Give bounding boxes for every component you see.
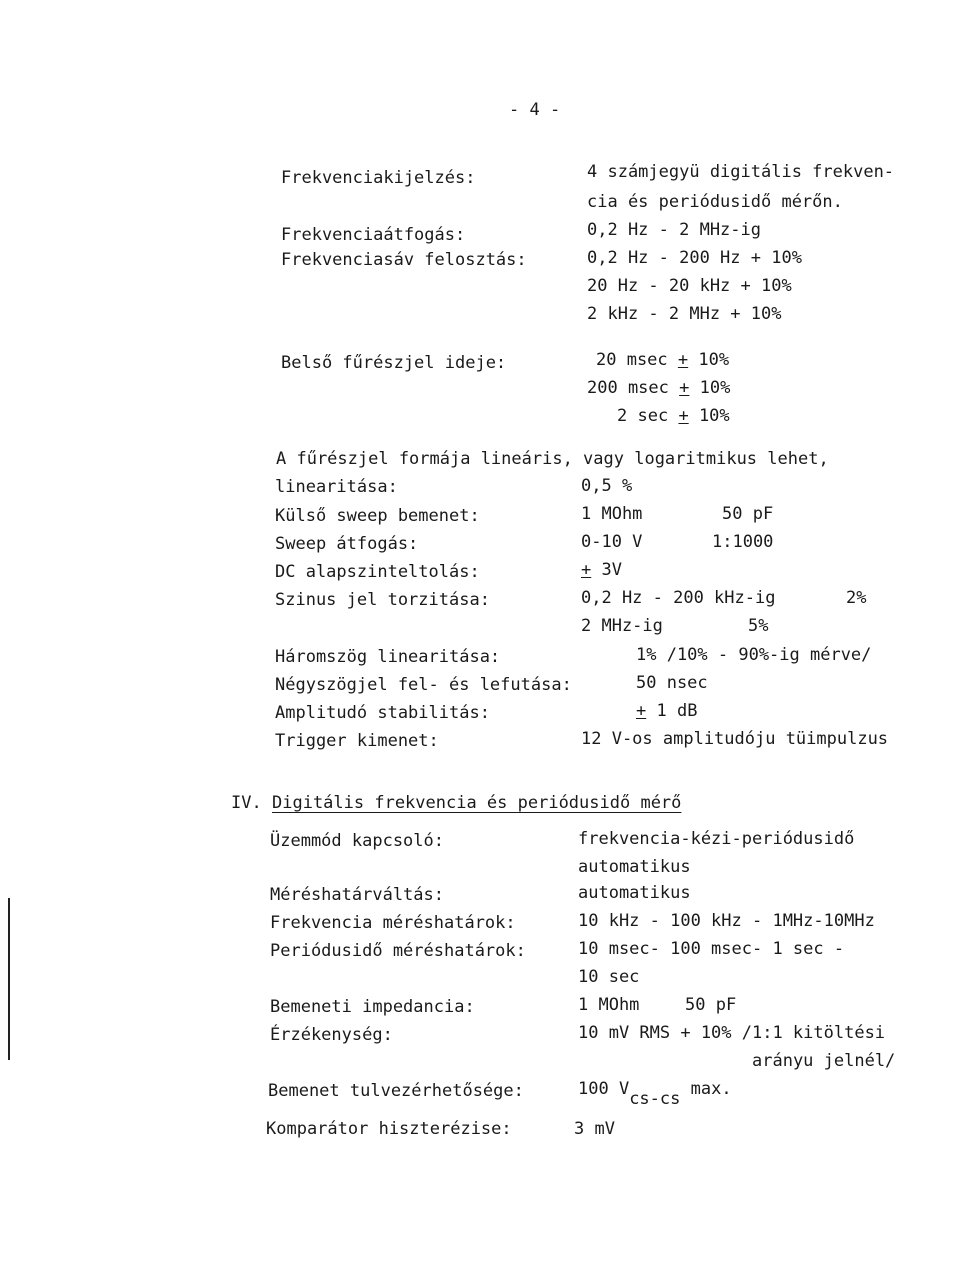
freq-band-value-3: 2 kHz - 2 MHz + 10%: [587, 304, 782, 324]
freq-ranges-value: 10 kHz - 100 kHz - 1MHz-10MHz: [578, 911, 875, 931]
square-rise-fall-value: 50 nsec: [636, 673, 708, 693]
freq-display-label: Frekvenciakijelzés:: [281, 168, 476, 188]
sensitivity-label: Érzékenység:: [270, 1025, 393, 1045]
linearity-value: 0,5 %: [581, 476, 633, 496]
saw-row-1: 20 msec + 10%: [596, 350, 730, 370]
triangle-linearity-value: 1% /10% - 90%-ig mérve/: [636, 645, 872, 665]
freq-band-value-1: 0,2 Hz - 200 Hz + 10%: [587, 248, 802, 268]
dc-offset-label: DC alapszinteltolás:: [275, 562, 480, 582]
mode-switch-value-1: frekvencia-kézi-periódusidő: [578, 829, 855, 849]
freq-range-value: 0,2 Hz - 2 MHz-ig: [587, 220, 761, 240]
period-ranges-value-1: 10 msec- 100 msec- 1 sec -: [578, 939, 845, 959]
square-rise-fall-label: Négyszögjel fel- és lefutása:: [275, 675, 572, 695]
freq-display-value-2: cia és periódusidő mérőn.: [587, 192, 843, 212]
dc-offset-value: + 3V: [581, 560, 622, 580]
ext-sweep-label: Külső sweep bemenet:: [275, 506, 480, 526]
amplitude-stability-label: Amplitudó stabilitás:: [275, 703, 490, 723]
period-ranges-label: Periódusidő méréshatárok:: [270, 941, 526, 961]
saw-row-2: 200 msec + 10%: [587, 378, 731, 398]
triangle-linearity-label: Háromszög linearitása:: [275, 647, 501, 667]
trigger-output-label: Trigger kimenet:: [275, 731, 439, 751]
comparator-hysteresis-label: Komparátor hiszterézise:: [266, 1119, 512, 1139]
sine-distortion-label: Szinus jel torzitása:: [275, 590, 490, 610]
saw-row-3: 2 sec + 10%: [617, 406, 730, 426]
period-ranges-value-2: 10 sec: [578, 967, 640, 987]
input-impedance-value-1: 1 MOhm: [578, 995, 640, 1015]
input-impedance-value-2: 50 pF: [685, 995, 737, 1015]
freq-display-value-1: 4 számjegyü digitális frekven-: [587, 162, 895, 182]
ext-sweep-value-1: 1 MOhm: [581, 504, 643, 524]
ext-sweep-value-2: 50 pF: [722, 504, 774, 524]
freq-range-label: Frekvenciaátfogás:: [281, 225, 466, 245]
input-impedance-label: Bemeneti impedancia:: [270, 997, 475, 1017]
sensitivity-value-1: 10 mV RMS + 10% /1:1 kitöltési: [578, 1023, 886, 1043]
trigger-output-value: 12 V-os amplitudóju tüimpulzus: [581, 729, 889, 749]
sine-distortion-value-1: 0,2 Hz - 200 kHz-ig: [581, 588, 776, 608]
input-overdrive-label: Bemenet tulvezérhetősége:: [268, 1081, 524, 1101]
sine-distortion-value-2: 2 MHz-ig: [581, 616, 663, 636]
margin-line: [8, 898, 10, 1060]
section-title: Digitális frekvencia és periódusidő mérő: [272, 793, 682, 813]
sweep-range-value-1: 0-10 V: [581, 532, 643, 552]
sine-distortion-pct-2: 5%: [748, 616, 769, 636]
saw-time-label: Belső fűrészjel ideje:: [281, 353, 507, 373]
mode-switch-value-2: automatikus: [578, 857, 691, 877]
comparator-hysteresis-value: 3 mV: [574, 1119, 615, 1139]
freq-band-label: Frekvenciasáv felosztás:: [281, 250, 527, 270]
saw-shape-sentence: A fűrészjel formája lineáris, vagy logaritmikus lehet,: [276, 449, 829, 469]
section-number: IV.: [231, 793, 262, 813]
freq-ranges-label: Frekvencia méréshatárok:: [270, 913, 516, 933]
input-overdrive-value: 100 Vcs-cs max.: [578, 1079, 732, 1109]
sweep-range-value-2: 1:1000: [712, 532, 774, 552]
sensitivity-value-2: arányu jelnél/: [752, 1051, 896, 1071]
mode-switch-label: Üzemmód kapcsoló:: [270, 831, 444, 851]
freq-band-value-2: 20 Hz - 20 kHz + 10%: [587, 276, 792, 296]
linearity-label: linearitása:: [275, 477, 398, 497]
page-number: - 4 -: [509, 100, 561, 120]
sine-distortion-pct-1: 2%: [846, 588, 867, 608]
sweep-range-label: Sweep átfogás:: [275, 534, 419, 554]
range-switching-label: Méréshatárváltás:: [270, 885, 444, 905]
amplitude-stability-value: + 1 dB: [636, 701, 698, 721]
range-switching-value: automatikus: [578, 883, 691, 903]
